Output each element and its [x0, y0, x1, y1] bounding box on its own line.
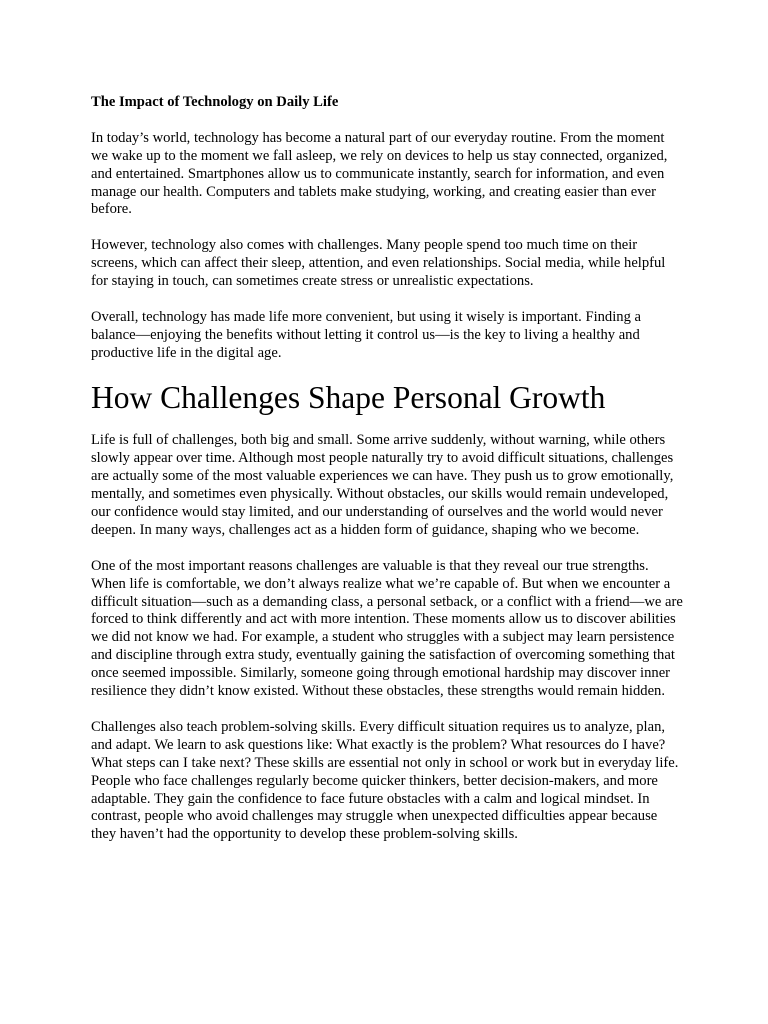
section-heading: How Challenges Shape Personal Growth [91, 380, 606, 416]
intro-paragraph-2: However, technology also comes with challenges. Many people spend too much time on their screens, which can affect their sleep, attention, and even relationships. Social media, while helpful for staying in touch, can sometimes create stress or unrealistic expectations. [91, 237, 666, 290]
body-paragraph-2: One of the most important reasons challenges are valuable is that they reveal our true strengths. When life is comfortable, we don’t always realize what we’re capable of. But when we encounter a difficult situation—such as a demanding class, a personal setback, or a conflict with a friend—we are forced to think differently and act with more intention. These moments allow us to discover abilities we did not know we had. For example, a student who struggles with a subject may learn persistence and discipline through extra study, eventually gaining the satisfaction of overcoming something that once seemed impossible. Similarly, someone going through emotional hardship may discover inner resilience they didn’t know existed. Without these obstacles, these strengths would remain hidden. [91, 557, 683, 700]
document-title: The Impact of Technology on Daily Life [91, 94, 339, 110]
body-paragraph-1: Life is full of challenges, both big and small. Some arrive suddenly, without warning, while others slowly appear over time. Although most people naturally try to avoid difficult situations, challenges are actually some of the most valuable experiences we can have. They push us to grow emotionally, mentally, and sometimes even physically. Without obstacles, our skills would remain undeveloped, our confidence would stay limited, and our understanding of ourselves and the world would never deepen. In many ways, challenges act as a hidden form of guidance, shaping who we become. [91, 432, 674, 538]
intro-paragraph-3: Overall, technology has made life more convenient, but using it wisely is important. Finding a balance—enjoying the benefits without letting it control us—is the key to living a healthy and productive life in the digital age. [91, 308, 641, 361]
intro-paragraph-1: In today’s world, technology has become a natural part of our everyday routine. From the moment we wake up to the moment we fall asleep, we rely on devices to help us stay connected, organized, and entertained. Smartphones allow us to communicate instantly, search for information, and even manage our health. Computers and tablets make studying, working, and creating easier than ever before. [91, 129, 668, 218]
body-paragraph-3: Challenges also teach problem-solving skills. Every difficult situation requires us to analyze, plan, and adapt. We learn to ask questions like: What exactly is the problem? What resources do I have? What steps can I take next? These skills are essential not only in school or work but in everyday life. People who face challenges regularly become quicker thinkers, better decision-makers, and more adaptable. They gain the confidence to face future obstacles with a calm and logical mindset. In contrast, people who avoid challenges may struggle when unexpected difficulties appear because they haven’t had the opportunity to develop these problem-solving skills. [91, 718, 679, 843]
document-page [91, 94, 683, 862]
